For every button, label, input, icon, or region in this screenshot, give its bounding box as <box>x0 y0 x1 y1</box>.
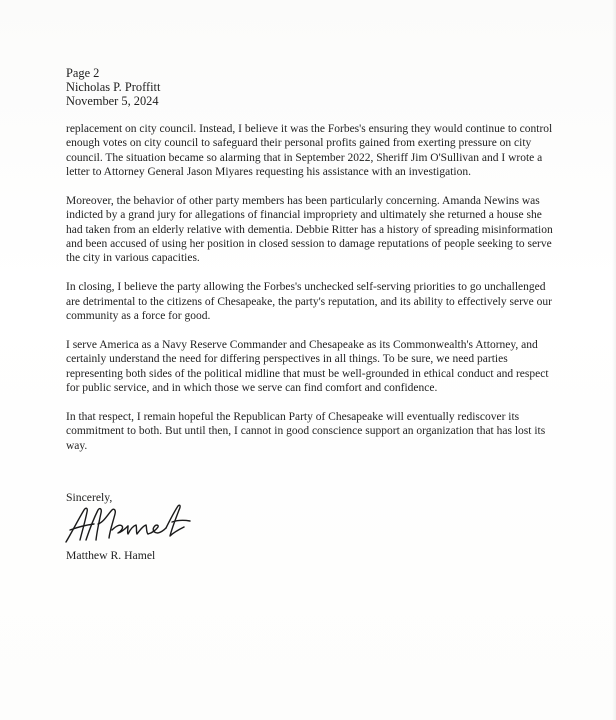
recipient-name: Nicholas P. Proffitt <box>66 80 161 94</box>
closing-salutation: Sincerely, <box>66 491 113 504</box>
handwritten-signature <box>60 500 200 548</box>
body-paragraph: In that respect, I remain hopeful the Republican Party of Chesapeake will eventually rediscover its commitment to both. But until then, I cannot in good conscience support an organization that has lost its way. <box>66 410 546 452</box>
letter-header <box>66 66 160 108</box>
body-paragraph: I serve America as a Navy Reserve Commander and Chesapeake as its Commonwealth's Attorney, and certainly understand the need for differing perspectives in all things. To be sure, we need parties representing both sides of the political midline that must be well-grounded in ethical conduct and respect for public service, and in which those we serve can find comfort and confidence. <box>66 338 549 395</box>
body-paragraph: Moreover, the behavior of other party members has been particularly concerning. Amanda Newins was indicted by a grand jury for allegations of financial impropriety and ultimately she returned a house she had taken from an elderly relative with dementia. Debbie Ritter has a history of spreading misinformation and been accused of using her position in closed session to damage reputations of people seeking to serve the city in various capacities. <box>66 194 553 265</box>
letter-body <box>66 122 554 467</box>
body-paragraph: In closing, I believe the party allowing the Forbes's unchecked self-serving priorities to go unchallenged are detrimental to the citizens of Chesapeake, the party's reputation, and its ability to effectively serve our community as a force for good. <box>66 281 552 323</box>
page-number: Page 2 <box>66 66 100 80</box>
scan-edge-shadow <box>612 0 616 720</box>
letter-date: November 5, 2024 <box>66 94 159 108</box>
body-paragraph: replacement on city council. Instead, I believe it was the Forbes's ensuring they would continue to control enough votes on city council to safeguard their personal profits gained from exerting pressure on city council. The situation became so alarming that in September 2022, Sheriff Jim O'Sullivan and I wrote a letter to Attorney General Jason Miyares requesting his assistance with an investigation. <box>66 123 553 179</box>
signer-name: Matthew R. Hamel <box>66 549 156 562</box>
